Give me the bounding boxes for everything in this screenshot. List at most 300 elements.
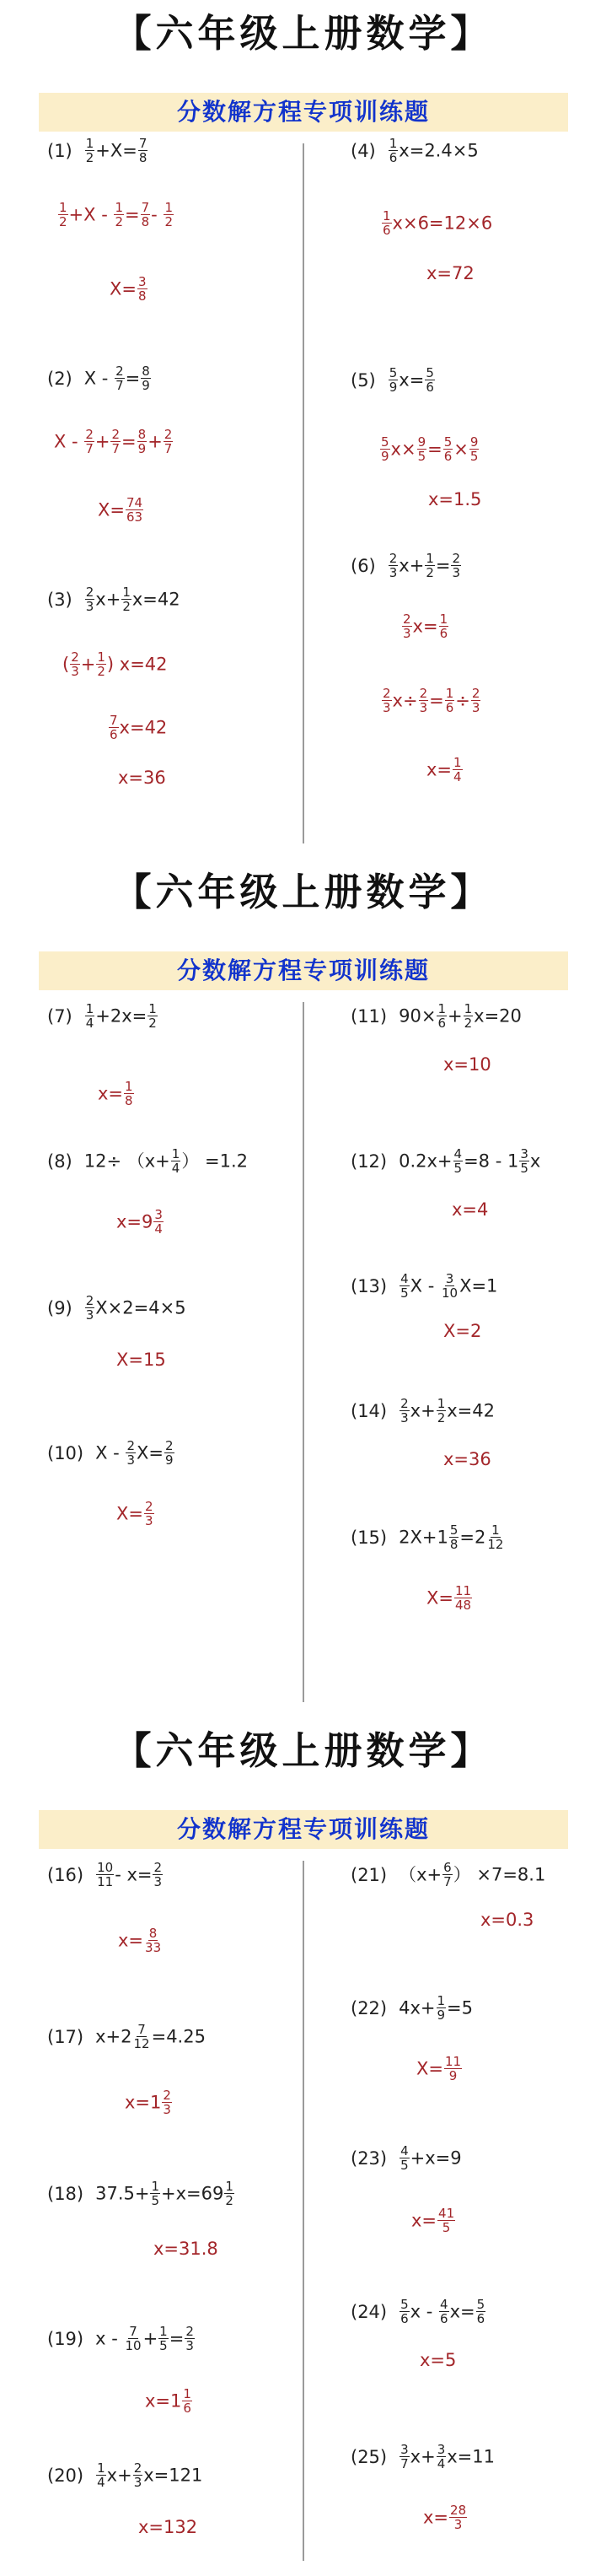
- problem-23: [351, 2145, 462, 2173]
- solution-step: [145, 2388, 193, 2416]
- solution-step: [443, 1447, 491, 1472]
- problem-number: (14): [351, 1400, 388, 1421]
- fraction-denominator: 4: [171, 1161, 180, 1176]
- fraction-denominator: 6: [476, 2311, 485, 2326]
- fraction: [126, 1439, 136, 1467]
- fraction-numerator: 2: [452, 551, 461, 566]
- worksheet-page: [0, 0, 606, 859]
- fraction-denominator: 3: [185, 2338, 194, 2353]
- fraction-denominator: 2: [225, 2193, 233, 2208]
- fraction-numerator: 1: [85, 1001, 94, 1016]
- expression-text: =: [169, 2328, 185, 2349]
- fraction-denominator: 6: [437, 1016, 446, 1031]
- expression-text: +: [80, 654, 96, 675]
- expression-text: X=: [98, 499, 125, 520]
- fraction-numerator: 4: [440, 2297, 448, 2312]
- fraction: [400, 2298, 410, 2325]
- fraction-numerator: 5: [400, 2297, 409, 2312]
- fraction-numerator: 1: [97, 649, 105, 665]
- fraction-numerator: 2: [403, 612, 411, 627]
- solution-step: [416, 2056, 463, 2083]
- fraction: [96, 2461, 106, 2489]
- fraction-denominator: 12: [487, 1537, 504, 1552]
- fraction-numerator: 5: [389, 365, 398, 380]
- fraction-denominator: 2: [59, 214, 67, 229]
- fraction: [476, 2298, 486, 2325]
- fraction-denominator: 2: [464, 1016, 473, 1031]
- expression-text: （x+: [399, 1864, 442, 1885]
- expression-text: =: [429, 690, 444, 711]
- fraction-numerator: 3: [520, 1146, 528, 1161]
- fraction-numerator: 1: [148, 1001, 157, 1016]
- fraction-denominator: 10: [441, 1285, 459, 1301]
- fraction-denominator: 6: [440, 2311, 448, 2326]
- fraction: [150, 2180, 160, 2207]
- fraction: [164, 201, 174, 229]
- column-divider: [303, 143, 304, 843]
- expression-text: ÷: [455, 690, 470, 711]
- problem-17: [47, 2024, 206, 2051]
- problem-number: (18): [47, 2183, 84, 2204]
- fraction-numerator: 7: [141, 200, 150, 215]
- expression-text: x+: [399, 555, 425, 576]
- fraction-numerator: 1: [85, 136, 94, 151]
- fraction-denominator: 6: [400, 2311, 409, 2326]
- fraction: [133, 2023, 151, 2051]
- fraction-denominator: 8: [137, 288, 147, 304]
- expression-text: 37.5+: [95, 2183, 150, 2204]
- fraction: [400, 2144, 410, 2172]
- fraction-numerator: 41: [438, 2206, 455, 2221]
- expression-text: X=: [416, 2058, 443, 2079]
- expression-text: X=: [116, 1503, 143, 1524]
- solution-step: [98, 497, 144, 525]
- expression-text: x=121: [143, 2465, 203, 2486]
- expression-text: x+2: [95, 2026, 132, 2047]
- fraction-denominator: 9: [137, 441, 147, 456]
- fraction: [486, 1523, 504, 1551]
- solution-step: [426, 1585, 473, 1613]
- fraction-denominator: 5: [442, 2220, 451, 2235]
- problem-number: (13): [351, 1275, 388, 1296]
- fraction-denominator: 3: [85, 1307, 94, 1323]
- solution-step: [379, 436, 480, 464]
- expression-text: +: [94, 431, 110, 452]
- expression-text: +: [142, 2328, 158, 2349]
- problem-number: (21): [351, 1864, 388, 1885]
- problem-number: (9): [47, 1297, 72, 1318]
- problem-22: [351, 1995, 473, 2023]
- fraction: [519, 1147, 529, 1175]
- fraction: [437, 1994, 447, 2022]
- expression-text: x=20: [474, 1005, 522, 1027]
- fraction: [402, 612, 412, 640]
- fraction: [144, 1927, 162, 1954]
- fraction-numerator: 2: [85, 427, 94, 442]
- expression-text: x=72: [426, 263, 475, 283]
- fraction-denominator: 6: [426, 380, 434, 395]
- problem-number: (2): [47, 368, 72, 389]
- expression-text: X=: [426, 1587, 453, 1609]
- solution-step: [426, 261, 475, 286]
- fraction-numerator: 2: [419, 686, 428, 701]
- expression-text: x=4: [452, 1199, 489, 1220]
- expression-text: - x=: [115, 1864, 153, 1885]
- problem-15: [351, 1524, 505, 1552]
- fraction: [137, 428, 147, 455]
- problem-24: [351, 2298, 486, 2326]
- expression-text: x=: [399, 369, 425, 391]
- fraction-denominator: 7: [111, 441, 121, 456]
- fraction-numerator: 2: [111, 427, 121, 442]
- problem-16: [47, 1862, 164, 1889]
- fraction: [171, 1147, 181, 1175]
- fraction-numerator: 1: [426, 551, 434, 566]
- fraction: [164, 1439, 174, 1467]
- fraction-denominator: 3: [71, 664, 79, 679]
- fraction-denominator: 7: [164, 441, 173, 456]
- expression-text: x+: [106, 2465, 132, 2486]
- expression-text: x=: [118, 1930, 144, 1951]
- solution-step: [381, 210, 492, 238]
- fraction-numerator: 5: [476, 2297, 485, 2312]
- fraction-denominator: 9: [437, 2007, 446, 2023]
- fraction: [124, 1080, 134, 1107]
- solution-step: [108, 714, 167, 742]
- expression-text: 0.2x+: [399, 1151, 453, 1172]
- fraction-numerator: 4: [400, 1271, 409, 1286]
- problem-number: (22): [351, 1997, 388, 2018]
- fraction: [84, 428, 94, 455]
- fraction-numerator: 3: [400, 2442, 409, 2457]
- fraction-denominator: 2: [148, 1016, 157, 1031]
- fraction-numerator: 2: [163, 2088, 171, 2103]
- fraction-denominator: 11: [97, 1874, 114, 1889]
- fraction-numerator: 2: [126, 1438, 135, 1453]
- problem-18: [47, 2180, 235, 2208]
- fraction: [441, 1272, 459, 1300]
- problem-19: [47, 2325, 196, 2353]
- problem-number: (8): [47, 1151, 72, 1172]
- fraction: [437, 2443, 447, 2471]
- fraction: [437, 2207, 455, 2234]
- fraction: [96, 650, 106, 678]
- fraction: [469, 435, 480, 463]
- expression-text: X=2: [443, 1321, 482, 1341]
- fraction-denominator: 8: [141, 214, 150, 229]
- fraction-denominator: 12: [133, 2036, 150, 2051]
- fraction-numerator: 2: [71, 649, 79, 665]
- fraction: [58, 201, 68, 229]
- fraction-denominator: 5: [400, 1285, 409, 1301]
- solution-step: [118, 1927, 163, 1955]
- fraction: [437, 1002, 447, 1030]
- expression-text: 2X+1: [399, 1527, 448, 1548]
- expression-text: 4x+: [399, 1997, 436, 2018]
- fraction-numerator: 5: [443, 434, 453, 450]
- fraction-numerator: 2: [133, 2460, 142, 2476]
- problem-12: [351, 1148, 540, 1176]
- fraction-numerator: 9: [469, 434, 479, 450]
- fraction-numerator: 10: [97, 1860, 114, 1875]
- page-subtitle: 分数解方程专项训练题: [39, 93, 568, 132]
- solution-step: [110, 276, 148, 304]
- expression-text: =2: [459, 1527, 486, 1548]
- fraction-numerator: 1: [115, 200, 124, 215]
- fraction-numerator: 11: [444, 2054, 462, 2069]
- fraction: [115, 364, 125, 392]
- expression-text: ) x=42: [106, 654, 168, 675]
- fraction: [162, 2088, 172, 2116]
- solution-step: [443, 1052, 491, 1077]
- fraction-denominator: 3: [471, 700, 480, 715]
- problem-number: (3): [47, 589, 72, 610]
- fraction-numerator: 3: [437, 2442, 446, 2457]
- fraction: [451, 552, 461, 579]
- expression-text: +2x=: [95, 1005, 147, 1027]
- fraction-denominator: 63: [126, 509, 143, 525]
- expression-text: x=: [423, 2507, 449, 2528]
- fraction-numerator: 7: [110, 713, 118, 728]
- problem-21: [351, 1862, 545, 1889]
- fraction: [141, 201, 151, 229]
- fraction-numerator: 1: [389, 136, 398, 151]
- fraction-denominator: 4: [437, 2456, 446, 2471]
- expression-text: ） ×7=8.1: [453, 1864, 546, 1885]
- expression-text: X -: [410, 1275, 440, 1296]
- fraction-numerator: 1: [171, 1146, 180, 1161]
- problem-number: (23): [351, 2148, 388, 2169]
- fraction-denominator: 3: [400, 1410, 409, 1425]
- expression-text: x=: [411, 2210, 437, 2231]
- expression-text: 90×: [399, 1005, 437, 1027]
- expression-text: 12÷ （x+: [83, 1151, 170, 1172]
- problem-number: (11): [351, 1005, 388, 1027]
- fraction-numerator: 1: [383, 208, 391, 224]
- problem-number: (15): [351, 1527, 388, 1548]
- expression-text: x=1: [125, 2092, 162, 2113]
- page-title: 【六年级上册数学】: [113, 870, 493, 914]
- fraction: [121, 585, 131, 613]
- fraction: [164, 428, 174, 455]
- problem-number: (17): [47, 2026, 84, 2047]
- expression-text: x=: [412, 616, 438, 637]
- fraction-denominator: 7: [400, 2456, 409, 2471]
- fraction-denominator: 6: [443, 449, 453, 464]
- fraction-denominator: 5: [151, 2193, 160, 2208]
- problem-6: [351, 552, 462, 580]
- fraction-denominator: 3: [85, 599, 94, 614]
- expression-text: X=: [110, 278, 137, 299]
- fraction: [85, 585, 95, 613]
- expression-text: X=1: [459, 1275, 498, 1296]
- problem-number: (4): [351, 140, 376, 161]
- fraction-numerator: 1: [125, 1079, 133, 1094]
- expression-text: ） =1.2: [181, 1151, 248, 1172]
- expression-text: x=1.5: [428, 489, 482, 509]
- fraction-numerator: 2: [185, 2324, 194, 2339]
- fraction-denominator: 3: [153, 1874, 163, 1889]
- expression-text: x=9: [116, 1211, 153, 1232]
- problem-number: (6): [351, 555, 376, 576]
- expression-text: x=10: [443, 1054, 491, 1075]
- fraction: [471, 687, 481, 714]
- fraction-numerator: 1: [183, 2386, 191, 2401]
- fraction-denominator: 33: [145, 1940, 162, 1955]
- solution-step: [401, 613, 449, 641]
- expression-text: x: [529, 1151, 541, 1172]
- fraction-denominator: 4: [453, 769, 462, 784]
- expression-text: +x=9: [410, 2148, 462, 2169]
- fraction-numerator: 1: [491, 1522, 500, 1538]
- expression-text: x -: [95, 2328, 124, 2349]
- fraction-numerator: 2: [164, 1438, 174, 1453]
- expression-text: x=42: [131, 589, 180, 610]
- expression-text: x=42: [119, 717, 168, 738]
- fraction-numerator: 1: [225, 2179, 233, 2194]
- expression-text: =: [125, 204, 140, 225]
- problem-3: [47, 586, 180, 614]
- fraction-numerator: 2: [383, 686, 391, 701]
- page-subtitle: 分数解方程专项训练题: [39, 1810, 568, 1849]
- fraction-numerator: 2: [153, 1860, 163, 1875]
- fraction-denominator: 2: [426, 565, 434, 580]
- expression-text: x=5: [420, 2350, 457, 2370]
- fraction: [449, 2503, 467, 2531]
- column-divider: [303, 1002, 304, 1702]
- expression-text: x×: [390, 439, 416, 460]
- fraction-numerator: 8: [148, 1926, 158, 1941]
- solution-step: [153, 2236, 218, 2261]
- fraction-numerator: 11: [454, 1583, 472, 1598]
- fraction-numerator: 1: [159, 2324, 168, 2339]
- expression-text: X=: [136, 1442, 164, 1463]
- expression-text: =: [121, 431, 137, 452]
- fraction: [400, 2443, 410, 2471]
- fraction-denominator: 5: [453, 1161, 463, 1176]
- expression-text: x÷: [392, 690, 418, 711]
- fraction-numerator: 3: [137, 274, 147, 289]
- fraction: [85, 1002, 95, 1030]
- fraction: [464, 1002, 474, 1030]
- fraction-denominator: 2: [115, 214, 124, 229]
- fraction-numerator: 1: [437, 1396, 446, 1411]
- fraction: [453, 756, 463, 784]
- fraction: [96, 1861, 114, 1889]
- fraction: [137, 275, 147, 303]
- fraction-denominator: 3: [419, 700, 428, 715]
- fraction-denominator: 7: [85, 441, 94, 456]
- solution-step: [57, 202, 174, 229]
- page-subtitle: 分数解方程专项训练题: [39, 951, 568, 990]
- fraction: [85, 137, 95, 164]
- problem-number: (20): [47, 2465, 84, 2486]
- fraction: [182, 2387, 192, 2415]
- solution-step: [428, 487, 481, 512]
- fraction-denominator: 2: [85, 150, 94, 165]
- expression-text: (: [62, 654, 70, 675]
- fraction-denominator: 8: [449, 1537, 459, 1552]
- fraction-numerator: 3: [445, 1271, 454, 1286]
- fraction: [141, 364, 151, 392]
- expression-text: x=: [449, 2301, 475, 2322]
- expression-text: x=11: [447, 2446, 495, 2467]
- solution-step: [480, 1907, 534, 1932]
- expression-text: x -: [410, 2301, 439, 2322]
- expression-text: x=132: [138, 2517, 198, 2537]
- fraction: [400, 1397, 410, 1425]
- fraction-denominator: 9: [142, 378, 150, 393]
- fraction-numerator: 1: [151, 2179, 160, 2194]
- solution-step: [381, 687, 481, 715]
- fraction-denominator: 5: [469, 449, 479, 464]
- fraction-denominator: 2: [97, 664, 105, 679]
- fraction: [380, 435, 390, 463]
- expression-text: x=: [98, 1083, 124, 1104]
- fraction-numerator: 1: [122, 585, 131, 600]
- fraction: [382, 209, 392, 237]
- fraction-numerator: 2: [115, 364, 124, 379]
- fraction: [389, 552, 399, 579]
- expression-text: +x=69: [161, 2183, 224, 2204]
- fraction-numerator: 2: [164, 427, 173, 442]
- fraction: [124, 2325, 142, 2352]
- fraction-numerator: 28: [450, 2503, 467, 2518]
- solution-step: [443, 1318, 481, 1344]
- problem-8: [47, 1148, 248, 1176]
- fraction: [185, 2325, 195, 2352]
- fraction-denominator: 6: [110, 727, 118, 742]
- solution-step: [452, 1197, 488, 1222]
- fraction-denominator: 7: [115, 378, 124, 393]
- expression-text: =: [125, 368, 141, 389]
- problem-number: (24): [351, 2301, 388, 2322]
- fraction-denominator: 9: [164, 1452, 174, 1468]
- expression-text: x=31.8: [153, 2239, 218, 2259]
- fraction: [147, 1002, 158, 1030]
- fraction-denominator: 48: [454, 1598, 472, 1613]
- fraction-denominator: 8: [138, 150, 147, 165]
- fraction-numerator: 2: [85, 1293, 94, 1308]
- page-title: 【六年级上册数学】: [113, 1728, 493, 1773]
- fraction: [126, 496, 143, 524]
- fraction: [389, 137, 399, 164]
- fraction: [445, 687, 455, 714]
- fraction-numerator: 2: [400, 1396, 409, 1411]
- solution-step: [116, 1501, 155, 1528]
- problem-number: (10): [47, 1442, 84, 1463]
- expression-text: x=0.3: [480, 1910, 534, 1930]
- problem-4: [351, 137, 479, 165]
- fraction: [158, 2325, 169, 2352]
- fraction-denominator: 5: [159, 2338, 168, 2353]
- fraction-denominator: 3: [403, 626, 411, 641]
- fraction-numerator: 4: [453, 1146, 463, 1161]
- fraction-denominator: 5: [417, 449, 426, 464]
- fraction-denominator: 2: [437, 1410, 446, 1425]
- problem-14: [351, 1398, 495, 1425]
- problem-5: [351, 367, 436, 395]
- fraction-numerator: 8: [142, 364, 150, 379]
- fraction-numerator: 1: [439, 612, 448, 627]
- solution-step: [116, 1209, 164, 1237]
- expression-text: x=: [426, 759, 453, 780]
- solution-step: [138, 2514, 197, 2540]
- expression-text: X -: [83, 368, 115, 389]
- expression-text: x=36: [443, 1449, 491, 1469]
- fraction-denominator: 9: [381, 449, 389, 464]
- fraction-denominator: 3: [163, 2102, 171, 2117]
